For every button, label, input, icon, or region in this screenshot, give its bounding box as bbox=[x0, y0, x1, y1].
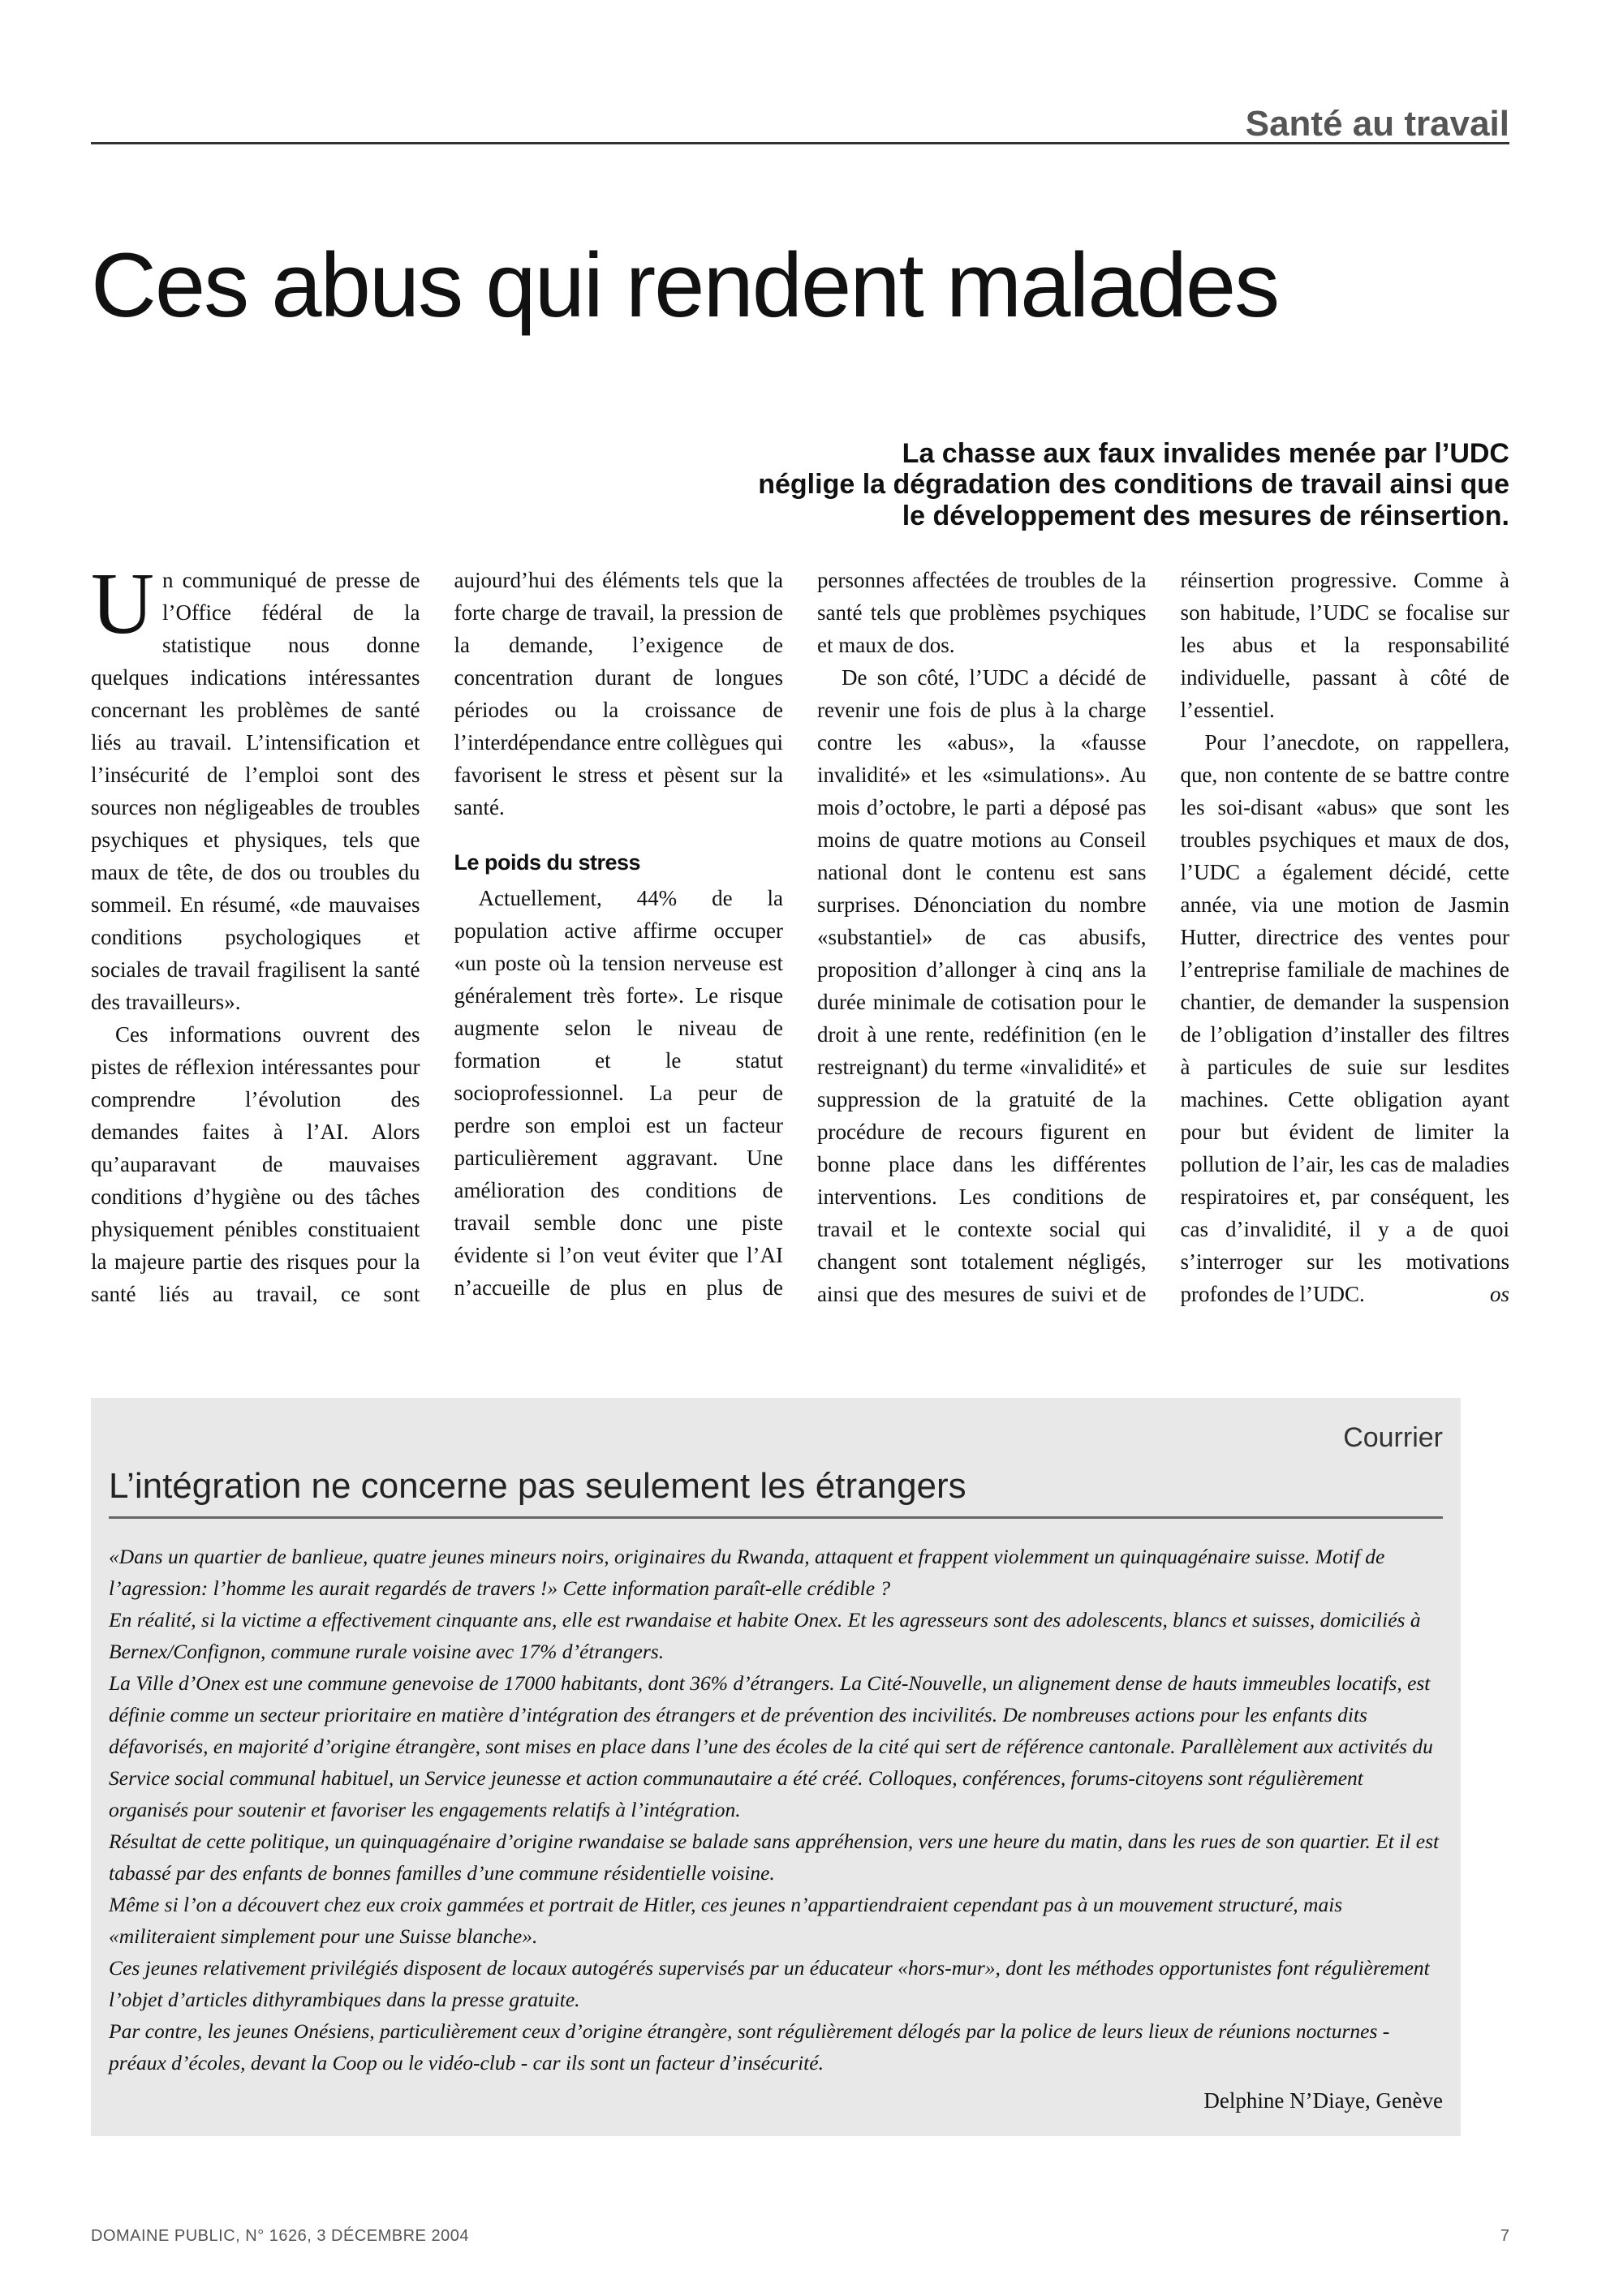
article-paragraph bbox=[91, 556, 420, 1018]
paragraph-text: Pour l’anecdote, on rappellera, que, non contente de se battre contre les soi-disant «abus» que sont les troubles psychiques et maux de dos, l’UDC a également décidé, cette année, via une motion de Jasmin Hutter, directrice des ventes pour l’entreprise familiale de machines de chantier, de demander la suspension de l’obligation d’installer des filtres à particules de suie sur lesdites machines. Cette obligation ayant pour but évident de limiter la pollution de l’air, les cas de maladies respiratoires et, par conséquent, les cas d’invalidité, il y a de quoi s’interroger sur les motivations profondes de l’UDC. bbox=[1180, 730, 1509, 1306]
letter-paragraph: Résultat de cette politique, un quinquagénaire d’origine rwandaise se balade sans appréhension, vers une heure du matin, dans les rues de son quartier. Et il est tabassé par des enfants de bonnes familles d’une commune résidentielle voisine. bbox=[109, 1829, 1440, 1885]
lede-line: néglige la dégradation des conditions de travail ainsi que bbox=[758, 469, 1509, 501]
courrier-label: Courrier bbox=[1343, 1422, 1443, 1453]
letter-paragraph: En réalité, si la victime a effectivement cinquante ans, elle est rwandaise et habite Onex. Et les agresseurs sont des adolescents, blancs et suisses, domiciliés à Bernex/Confignon, commune rurale voisine avec 17% d’étrangers. bbox=[109, 1608, 1421, 1663]
drop-cap: U bbox=[91, 556, 154, 652]
article-body bbox=[91, 556, 1509, 1331]
article-paragraph bbox=[1181, 726, 1510, 1310]
article-subheading: Le poids du stress bbox=[454, 850, 641, 875]
article-paragraph: De son côté, l’UDC a décidé de revenir une fois de plus à la charge contre les «abus», la «fausse invalidité» et les «simulations». Au mois d’octobre, le parti a déposé pas moins de quatre motions au Conseil national dont le contenu est sans surprises. Dénonciation du nombre «substantiel» de cas abusifs, proposition d’allonger à cinq ans la durée minimale de cotisation pour le droit à une rente, redéfinition (en le restreignant) du terme «invalidité» et suppression de la gratuité de la procédure de recours figurent en bonne place dans les différentes interventions. Les conditions de travail et le contexte social qui changent sont totalement négligés, ainsi que des mesures de suivi et de réinsertion progressive. Comme à son habitude, l’UDC se focalise sur les abus et la responsabilité individuelle, passant à côté de l’essentiel. bbox=[817, 568, 1509, 1306]
article-title: Ces abus qui rendent malades bbox=[91, 234, 1279, 336]
article-signature: os bbox=[1489, 1282, 1509, 1306]
article-paragraph: Actuellement, 44% de la population active affirme occuper «un poste où la tension nerveuse est généralement très forte». Le risque augmente selon le niveau de formation et le statut socioprofessionnel. La peur de perdre son emploi est un facteur particulièrement aggravant. Une amélioration des conditions de travail semble donc une piste évidente si l’on veut éviter que l’AI n’accueille de plus en plus de personnes affectées de troubles de la santé tels que problèmes psychiques et maux de dos. bbox=[454, 568, 1147, 1300]
article-lede bbox=[568, 438, 1509, 531]
header-rule bbox=[91, 142, 1509, 144]
lede-line: La chasse aux faux invalides menée par l’UDC bbox=[902, 438, 1509, 469]
section-label: Santé au travail bbox=[1245, 104, 1509, 144]
letter-paragraph: Même si l’on a découvert chez eux croix gammées et portrait de Hitler, ces jeunes n’appartiendraient cependant pas à un mouvement structuré, mais «militeraient simplement pour une Suisse blanche». bbox=[109, 1893, 1343, 1948]
courrier-author: Delphine N’Diaye, Genève bbox=[1203, 2088, 1443, 2113]
courrier-rule bbox=[109, 1516, 1443, 1519]
letter-paragraph: Par contre, les jeunes Onésiens, particulièrement ceux d’origine étrangère, sont régulièrement délogés par la police de leurs lieux de réunions nocturnes - préaux d’écoles, devant la Coop ou le vidéo-club - car ils sont un facteur d’insécurité. bbox=[109, 2019, 1390, 2075]
footer-publication: DOMAINE PUBLIC, N° 1626, 3 DÉCEMBRE 2004 bbox=[91, 2227, 469, 2245]
courrier-letter bbox=[109, 1541, 1443, 2079]
courrier-box bbox=[91, 1398, 1461, 2136]
letter-paragraph: «Dans un quartier de banlieue, quatre jeunes mineurs noirs, originaires du Rwanda, attaquent et frappent violemment un quinquagénaire suisse. Motif de l’agression: l’homme les aurait regardés de travers !» Cette information paraît-elle crédible ? bbox=[109, 1545, 1385, 1600]
letter-paragraph: Ces jeunes relativement privilégiés disposent de locaux autogérés supervisés par un éducateur «hors-mur», dont les méthodes opportunistes font régulièrement l’objet d’articles dithyrambiques dans la presse gratuite. bbox=[109, 1956, 1430, 2011]
lede-line: le développement des mesures de réinsertion. bbox=[902, 500, 1509, 531]
page-number: 7 bbox=[1500, 2227, 1509, 2245]
paragraph-text: n communiqué de presse de l’Office fédéral de la statistique nous donne quelques indications intéressantes concernant les problèmes de santé liés au travail. L’intensification et l’insécurité de l’emploi sont des sources non négligeables de troubles psychiques et physiques, tels que maux de tête, de dos ou troubles du sommeil. En résumé, «de mauvaises conditions psychologiques et sociales de travail fragilisent la santé des travailleurs». bbox=[91, 568, 420, 1014]
letter-paragraph: La Ville d’Onex est une commune genevoise de 17000 habitants, dont 36% d’étrangers. La Cité-Nouvelle, un alignement dense de hauts immeubles locatifs, est définie comme un secteur prioritaire en matière d’intégration des étrangers et de prévention des incivilités. De nombreuses actions pour les enfants dits défavorisés, en majorité d’origine étrangère, sont mises en place dans l’une des écoles de la cité qui sert de référence cantonale. Parallèlement aux activités du Service social communal habituel, un Service jeunesse et action communautaire a été créé. Colloques, conférences, forums-citoyens sont régulièrement organisés pour soutenir et favoriser les engagements relatifs à l’intégration. bbox=[109, 1671, 1433, 1821]
article-paragraph: Ces informations ouvrent des pistes de réflexion intéressantes pour comprendre l’évolution des demandes faites à l’AI. Alors qu’auparavant de mauvaises conditions d’hygiène ou des tâches physiquement pénibles constituaient la majeure partie des risques pour la santé liés au travail, ce sont aujourd’hui des éléments tels que la forte charge de travail, la pression de la demande, l’exigence de concentration durant de longues périodes ou la croissance de l’interdépendance entre collègues qui favorisent le stress et pèsent sur la santé. bbox=[91, 568, 783, 1306]
courrier-title: L’intégration ne concerne pas seulement les étrangers bbox=[109, 1466, 966, 1506]
